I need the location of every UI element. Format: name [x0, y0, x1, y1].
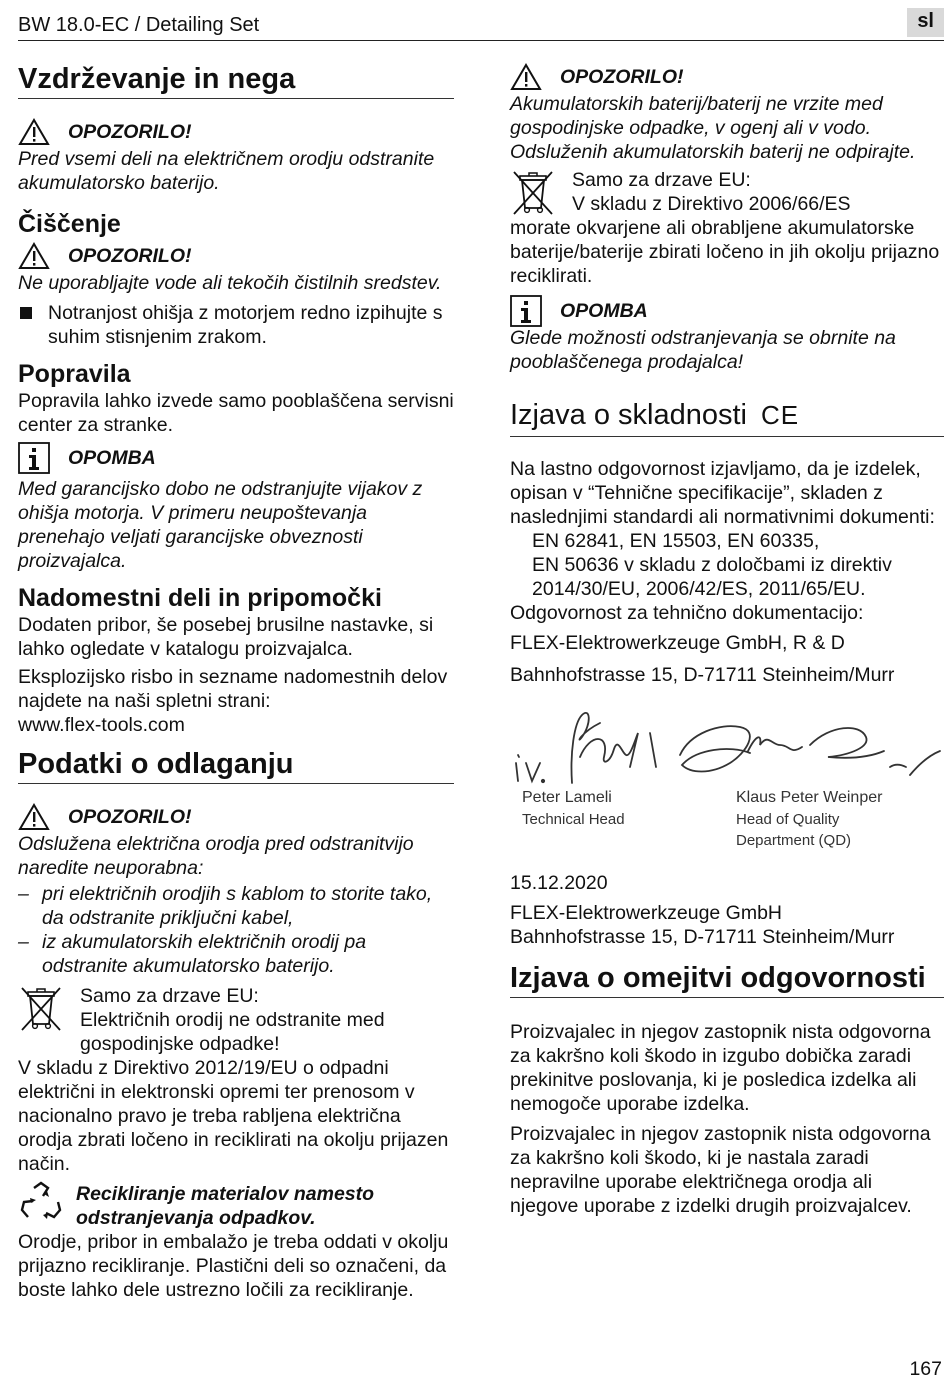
heading-conformity: [510, 398, 944, 437]
signer-1-role: Technical Head: [522, 811, 625, 828]
warning-label: OPOZORILO!: [68, 805, 192, 828]
info-icon: [18, 442, 50, 474]
signer-2-department: Department (QD): [736, 832, 852, 849]
recycling-icon: [18, 1180, 64, 1224]
dash-text: pri električnih orodjih s kablom to storite tako, da odstranite priključni kabel,: [42, 883, 433, 929]
warning-triangle-icon: [18, 803, 50, 831]
warning-triangle-icon: [18, 242, 50, 270]
eu-directive-text: morate okvarjene ali obrabljene akumulatorske baterije/baterije zbirati ločeno in jih okolju prijazno reciklirati.: [510, 217, 940, 287]
eu-only-label: Samo za drzave EU:: [572, 169, 751, 191]
parts-text-1: Dodaten pribor, še posebej brusilne nastavke, si lahko ogledate v katalogu proizvajalca.: [18, 614, 434, 660]
heading-conformity-text: Izjava o skladnosti: [510, 399, 747, 431]
liability-text-1: Proizvajalec in njegov zastopnik nista odgovorna za kakršno koli škodo in izgubo dobička zaradi prekinitve poslovanja, ki je posledica izdelka ali nemogoče uporabe izdelka.: [510, 1021, 931, 1115]
dash-text: iz akumulatorskih električnih orodij pa odstranite akumulatorsko baterijo.: [42, 931, 367, 977]
liability-text-2: Proizvajalec in njegov zastopnik nista odgovorna za kakršno koli škodo, ki je nastala zaradi nepravilne uporabe električnega orodja ali njegove uporabe z izdelki drugih proizvajalcev.: [510, 1123, 931, 1217]
right-column: [510, 62, 944, 1218]
battery-warning-text: Akumulatorskih baterij/baterij ne vrzite med gospodinjske odpadke, v ogenj ali v vodo. Odsluženih akumulatorskih baterij ne odpirajte.: [510, 93, 916, 163]
company-name: FLEX-Elektrowerkzeuge GmbH: [510, 902, 783, 924]
heading-repairs: Popravila: [18, 360, 131, 388]
parts-text-2: Eksplozijsko risbo in sezname nadomestnih delov najdete na naši spletni strani:: [18, 666, 448, 712]
warning-text: Odslužena električna orodja pred odstranitvijo naredite neuporabna:: [18, 833, 414, 879]
eu-directive-line: V skladu z Direktivo 2006/66/ES: [572, 193, 851, 215]
signer-2-role: Head of Quality: [736, 811, 840, 828]
directive-text: V skladu z Direktivo 2012/19/EU o odpadni električni in elektronski opremi ter prenosom v nacionalno pravo je treba rabljena električna orodja zbrati ločeno in reciklirati na okolju prijazen način.: [18, 1057, 449, 1175]
note-text: Glede možnosti odstranjevanja se obrnite na pooblaščenega prodajalca!: [510, 327, 896, 373]
weee-block: [18, 984, 454, 1056]
dash-item: [18, 882, 454, 930]
warning-label: OPOZORILO!: [68, 120, 192, 143]
heading-spare-parts: Nadomestni deli in pripomočki: [18, 584, 382, 612]
weee-block: [510, 168, 944, 216]
repairs-text: Popravila lahko izvede samo pooblaščena servisni center za stranke.: [18, 390, 454, 436]
note-text: Med garancijsko dobo ne odstranjujte vijakov z ohišja motorja. V primeru neupoštevanja prenehajo veljati garancijske obveznosti proizvajalca.: [18, 478, 423, 572]
recycling-heading: Recikliranje materialov namesto odstranjevanja odpadkov.: [76, 1183, 375, 1229]
crossed-bin-icon: [18, 984, 64, 1032]
eu-only-label: Samo za drzave EU:: [80, 985, 259, 1007]
signature-block: [510, 693, 944, 853]
company-rd: FLEX-Elektrowerkzeuge GmbH, R & D: [510, 632, 845, 654]
note-block: [510, 296, 944, 326]
recycling-block: [18, 1180, 454, 1230]
conformity-text: Na lastno odgovornost izjavljamo, da je izdelek, opisan v “Tehnične specifikacije”, skladen z naslednjimi standardi ali normativnimi dokumenti:: [510, 458, 935, 528]
language-badge: sl: [907, 8, 944, 37]
signer-2-name: Klaus Peter Weinper: [736, 789, 883, 806]
ce-mark-icon: CE: [760, 399, 800, 430]
bullet-text: Notranjost ohišja z motorjem redno izpihujte s suhim stisnjenim zrakom.: [48, 302, 443, 348]
warning-label: OPOZORILO!: [560, 65, 684, 88]
info-icon: [510, 295, 542, 327]
note-label: OPOMBA: [68, 446, 156, 469]
date: 15.12.2020: [510, 872, 608, 894]
responsibility-text: Odgovornost za tehnično dokumentacijo:: [510, 602, 864, 624]
warning-block: [18, 802, 454, 832]
signatures-image: [510, 693, 944, 793]
crossed-bin-icon: [510, 168, 556, 216]
dash-marker: –: [18, 883, 29, 905]
bullet-item: [18, 301, 454, 349]
page-number: 167: [909, 1358, 942, 1380]
heading-cleaning: Čiščenje: [18, 210, 121, 238]
left-column: [18, 62, 454, 1302]
header-title: BW 18.0-EC / Detailing Set: [18, 14, 260, 36]
warning-block: [18, 117, 454, 147]
note-block: [18, 443, 454, 473]
bullet-square-icon: [20, 307, 32, 319]
recycling-text: Orodje, pribor in embalažo je treba oddati v okolju prijazno recikliranje. Plastični deli so označeni, da boste lahko dele ustrezno ločili za recikliranje.: [18, 1231, 449, 1301]
warning-triangle-icon: [18, 118, 50, 146]
website-link[interactable]: www.flex-tools.com: [18, 714, 185, 736]
warning-text: Ne uporabljajte vode ali tekočih čistilnih sredstev.: [18, 272, 442, 294]
page-header: [18, 6, 944, 41]
heading-liability: Izjava o omejitvi odgovornosti: [510, 961, 944, 998]
heading-maintenance: Vzdrževanje in nega: [18, 62, 454, 99]
standards-line-2: EN 50636 v skladu z določbami iz direktiv 2014/30/EU, 2006/42/ES, 2011/65/EU.: [532, 554, 892, 600]
warning-block: [18, 241, 454, 271]
signer-1-name: Peter Lameli: [522, 789, 612, 806]
eu-text: Električnih orodij ne odstranite med gospodinjske odpadke!: [80, 1009, 385, 1055]
heading-disposal: Podatki o odlaganju: [18, 747, 454, 784]
standards-line-1: EN 62841, EN 15503, EN 60335,: [532, 530, 820, 552]
warning-block: [510, 62, 944, 92]
address-1: Bahnhofstrasse 15, D-71711 Steinheim/Murr: [510, 664, 895, 686]
dash-item: [18, 930, 454, 978]
warning-label: OPOZORILO!: [68, 244, 192, 267]
dash-marker: –: [18, 931, 29, 953]
note-label: OPOMBA: [560, 299, 648, 322]
warning-text: Pred vsemi deli na električnem orodju odstranite akumulatorsko baterijo.: [18, 148, 435, 194]
address-2: Bahnhofstrasse 15, D-71711 Steinheim/Murr: [510, 926, 895, 948]
warning-triangle-icon: [510, 63, 542, 91]
